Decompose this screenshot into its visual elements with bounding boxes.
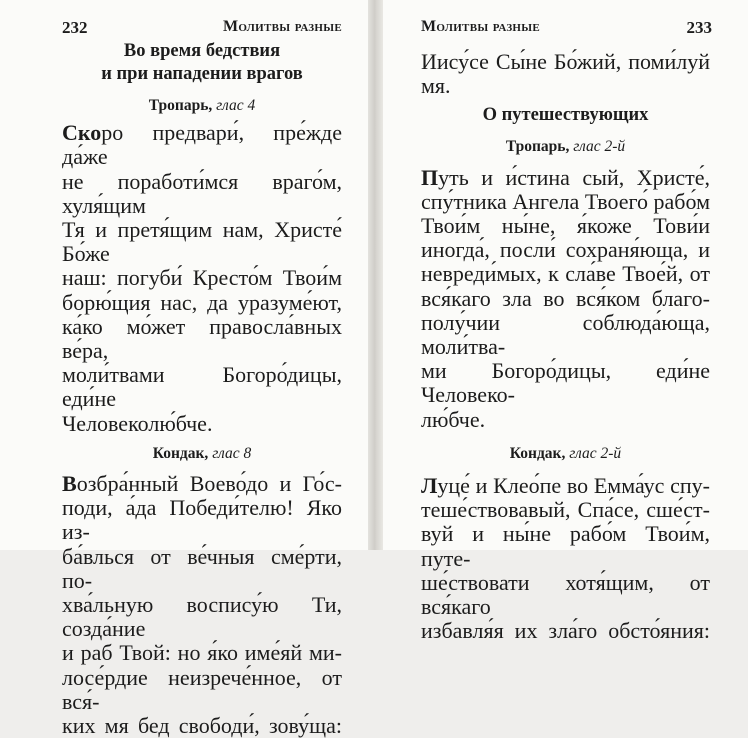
continuation-text: Иису́се Сы́не Бо́жий, поми́луй мя. xyxy=(421,49,710,99)
page-number-left: 232 xyxy=(62,18,88,37)
page-number-right: 233 xyxy=(686,18,712,37)
book-gutter xyxy=(368,0,383,550)
kontakion-heading-right: Кондак, глас 2-й xyxy=(509,444,622,462)
section-title-right: О путешествующих xyxy=(482,105,649,126)
running-title-right: Молитвы разные xyxy=(421,18,541,35)
kontakion-text-right: Луце́ и Клео́пе во Емма́ус спу- теше́ствовавый, Спа́се, сше́ст- вуй и ны́не рабо́м Твои́м, путе- ше́ствовати хотя́щим, от вся́каго избавля́я их зла́го обсто́яния: xyxy=(421,473,710,644)
troparion-text-left: Скоро предвари́, пре́жде да́же не поработи́мся враго́м, хуля́щим Тя и претя́щим нам, Христе́ Бо́же наш: погуби́ Кресто́м Твои́м борю́щия нас, да уразуме́ют, ка́ко мо́жет правосла́вных ве́ра, моли́твами Богоро́дицы, еди́не Человеколю́бче. xyxy=(62,120,342,436)
troparion-heading-right: Тропарь, глас 2-й xyxy=(505,138,626,156)
kontakion-heading-left: Кондак, глас 8 xyxy=(152,444,252,462)
left-page xyxy=(0,0,368,738)
troparion-text-right: Путь и и́стина сый, Христе́, спу́тника Ангела Твоего́ рабо́м Твои́м ны́не, я́коже Тови́и иногда́, посли́ сохраня́юща, и невреди́мых, к сла́ве Твое́й, от вся́каго зла во вся́ком благо- полу́чии соблюда́юща, моли́тва- ми Богоро́дицы, еди́не Человеко- лю́бче. xyxy=(421,164,710,432)
right-column xyxy=(421,50,710,643)
troparion-heading-left: Тропарь, глас 4 xyxy=(148,97,256,114)
running-title-left: Молитвы разные xyxy=(222,18,342,35)
section-title-left: Во время бедствия и при нападении врагов xyxy=(101,41,303,84)
kontakion-text-left: Возбра́нный Воево́до и Го́с- поди, а́да Победи́телю! Яко из- ба́влься от ве́чныя сме́рти, по- хва́льную воспису́ю Ти, созда́ние и раб Твой: но я́ко име́яй ми- лосе́рдие неизрече́нное, от вся́- ких мя бед свободи́, зову́ща: xyxy=(62,471,342,738)
left-column xyxy=(62,40,342,738)
right-page xyxy=(383,0,748,644)
